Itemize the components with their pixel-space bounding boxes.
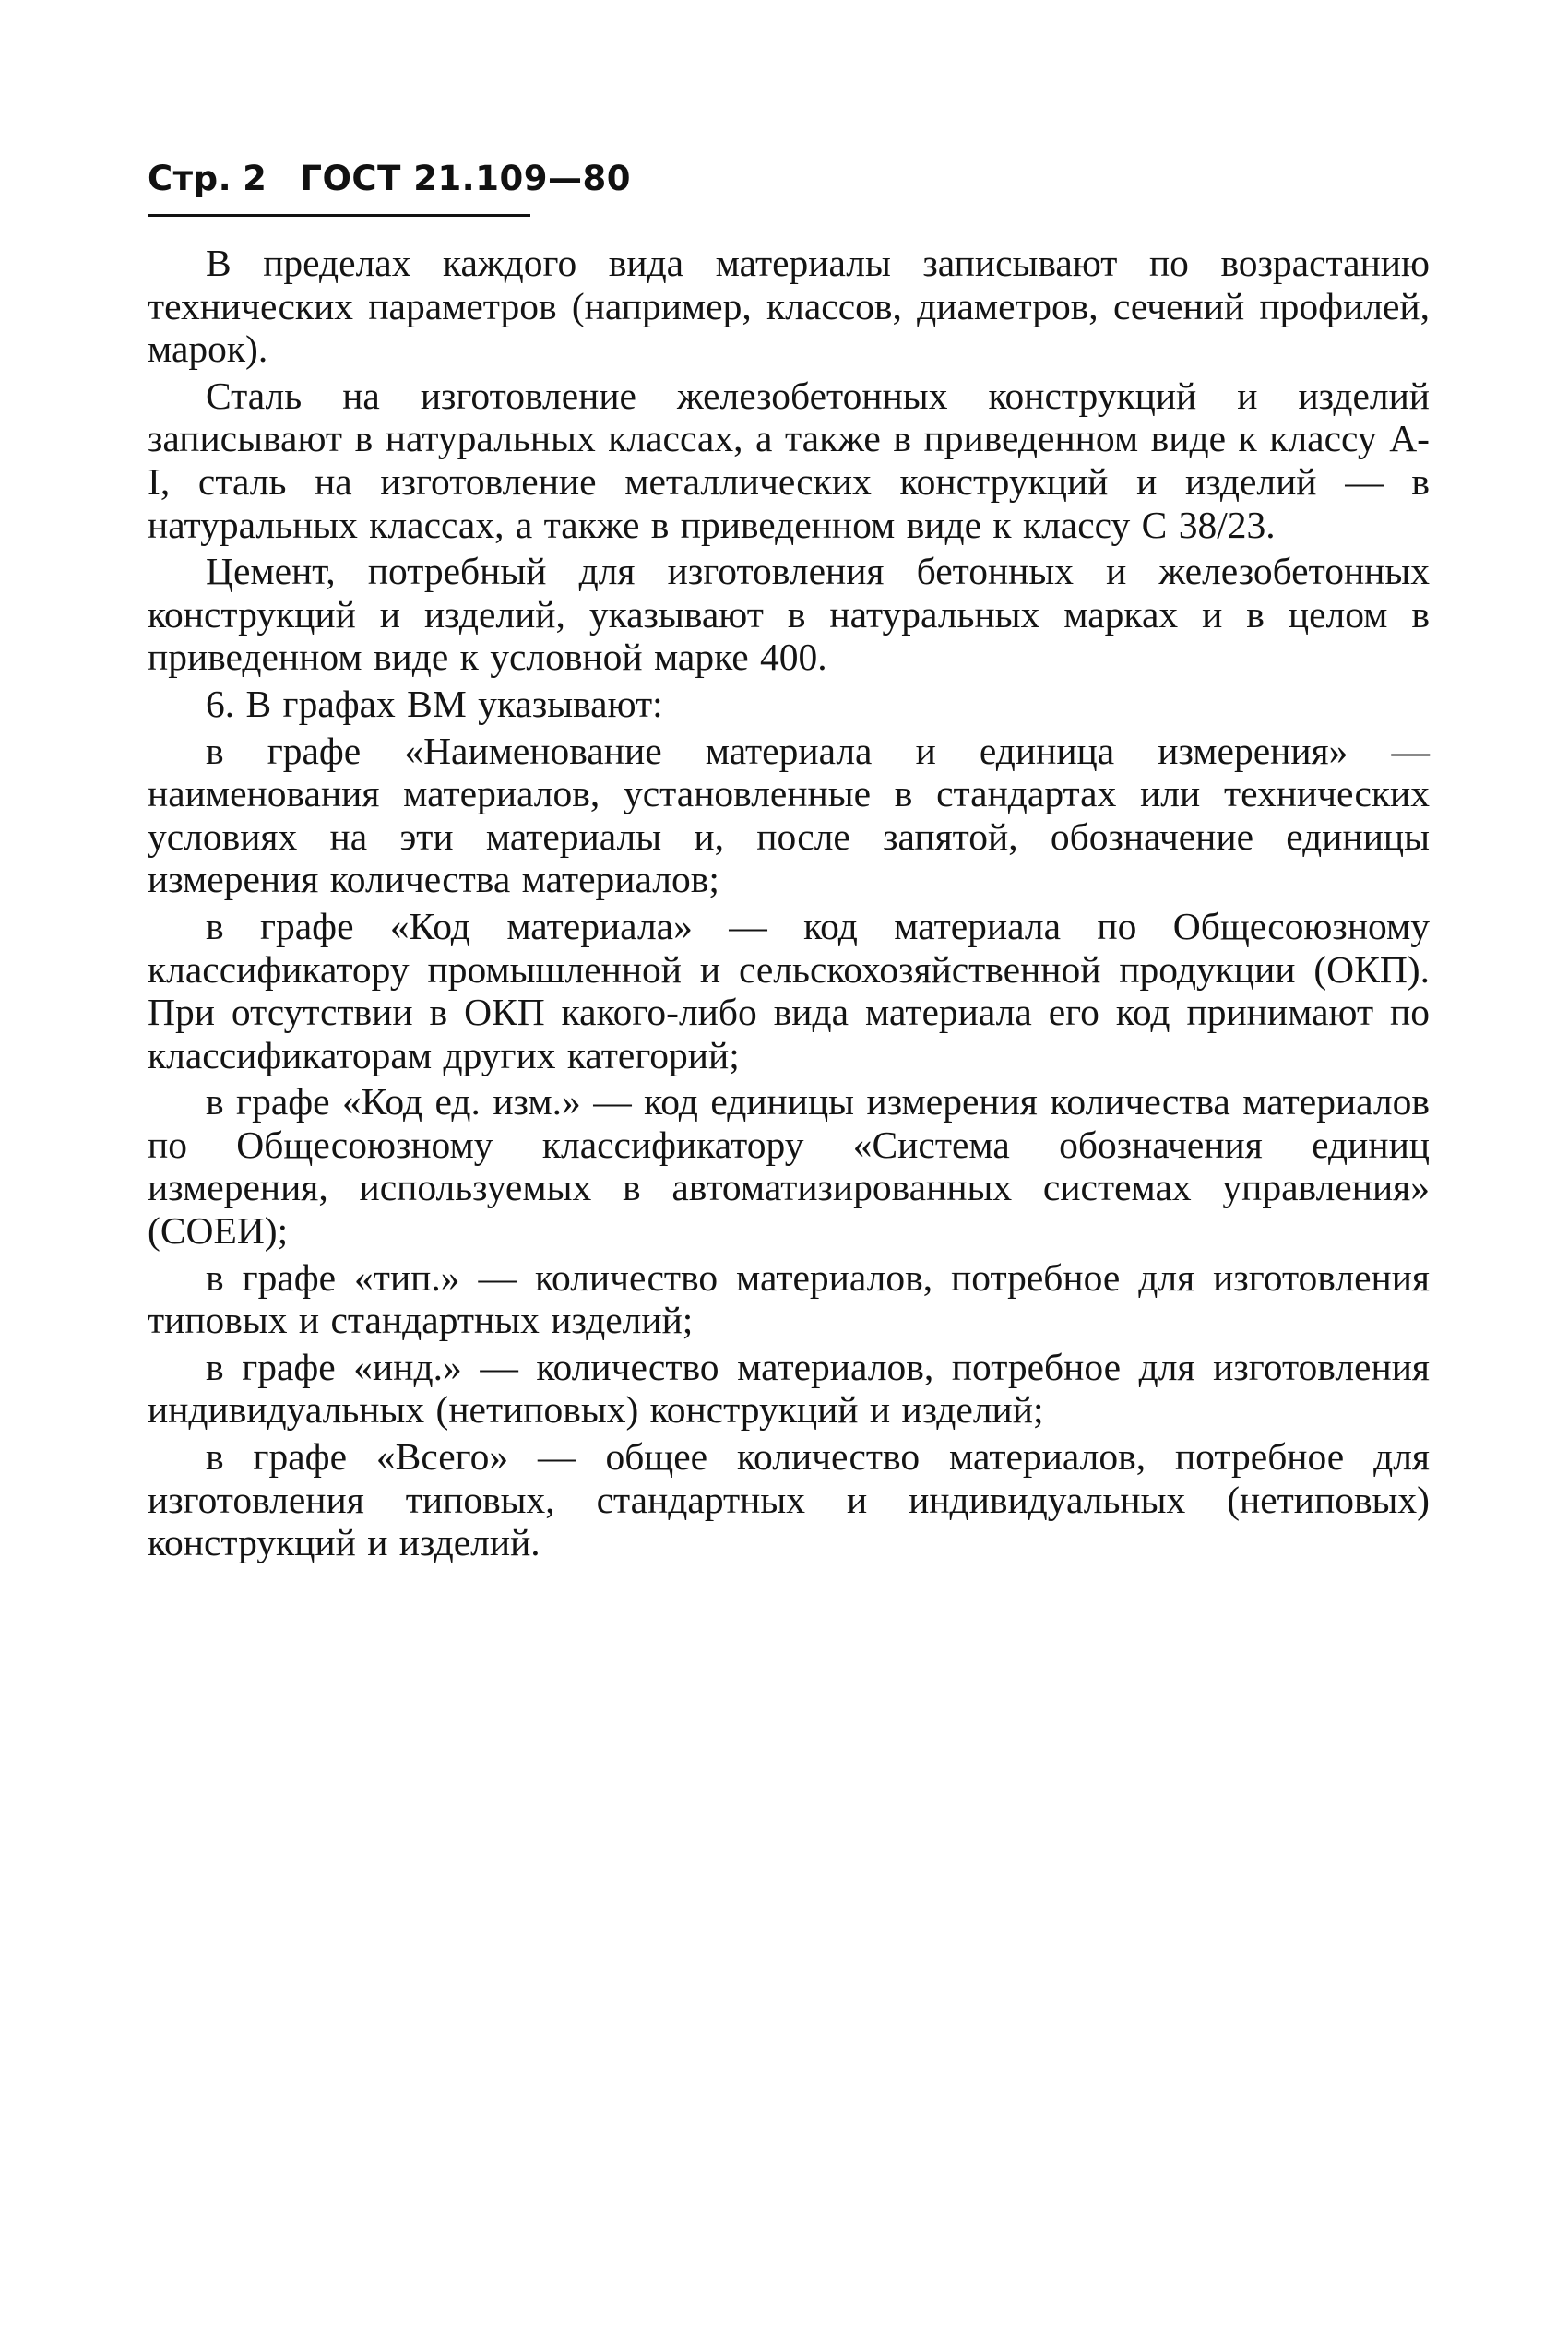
standard-designation: ГОСТ 21.109—80 xyxy=(300,159,631,198)
paragraph-steel: Сталь на изготовление железобетонных конструкций и изделий записывают в натуральных классах, а также в приведенном виде к классу A-I, сталь на изготовление металлических конструкций и изделий — в натуральных классах, а также в приведенном виде к классу С 38/23. xyxy=(148,374,1430,546)
page-header xyxy=(148,159,631,198)
header-divider xyxy=(148,214,530,217)
paragraph-cement: Цемент, потребный для изготовления бетонных и железобетонных конструкций и изделий, указывают в натуральных марках и в целом в приведенном виде к условной марке 400. xyxy=(148,550,1430,679)
page-number: 2 xyxy=(243,159,267,198)
paragraph-section-6: 6. В графах ВМ указывают: xyxy=(206,682,663,725)
page-label: Стр. xyxy=(148,159,232,198)
paragraph-column-name: в графе «Наименование материала и единица измерения» — наименования материалов, установленные в стандартах или технических условиях на эти материалы и, после запятой, обозначение единицы измерения количества материалов; xyxy=(148,729,1430,901)
paragraph-column-material-code: в графе «Код материала» — код материала по Общесоюзному классификатору промышленной и сельскохозяйственной продукции (ОКП). При отсутствии в ОКП какого-либо вида материала его код принимают по классификаторам других категорий; xyxy=(148,904,1430,1076)
document-body xyxy=(148,242,1430,1568)
paragraph-column-total: в графе «Всего» — общее количество материалов, потребное для изготовления типовых, стандартных и индивидуальных (нетиповых) конструкций и изделий. xyxy=(148,1435,1430,1564)
paragraph-column-typical: в графе «тип.» — количество материалов, потребное для изготовления типовых и стандартных изделий; xyxy=(148,1255,1430,1342)
paragraph-column-unit-code: в графе «Код ед. изм.» — код единицы измерения количества материалов по Общесоюзному классификатору «Система обозначения единиц измерения, используемых в автоматизированных системах управления» (СОЕИ); xyxy=(148,1080,1430,1253)
paragraph-column-individual: в графе «инд.» — количество материалов, потребное для изготовления индивидуальных (нетиповых) конструкций и изделий; xyxy=(148,1345,1430,1432)
paragraph-materials-order: В пределах каждого вида материалы записывают по возрастанию технических параметров (например, классов, диаметров, сечений профилей, марок). xyxy=(148,242,1430,371)
